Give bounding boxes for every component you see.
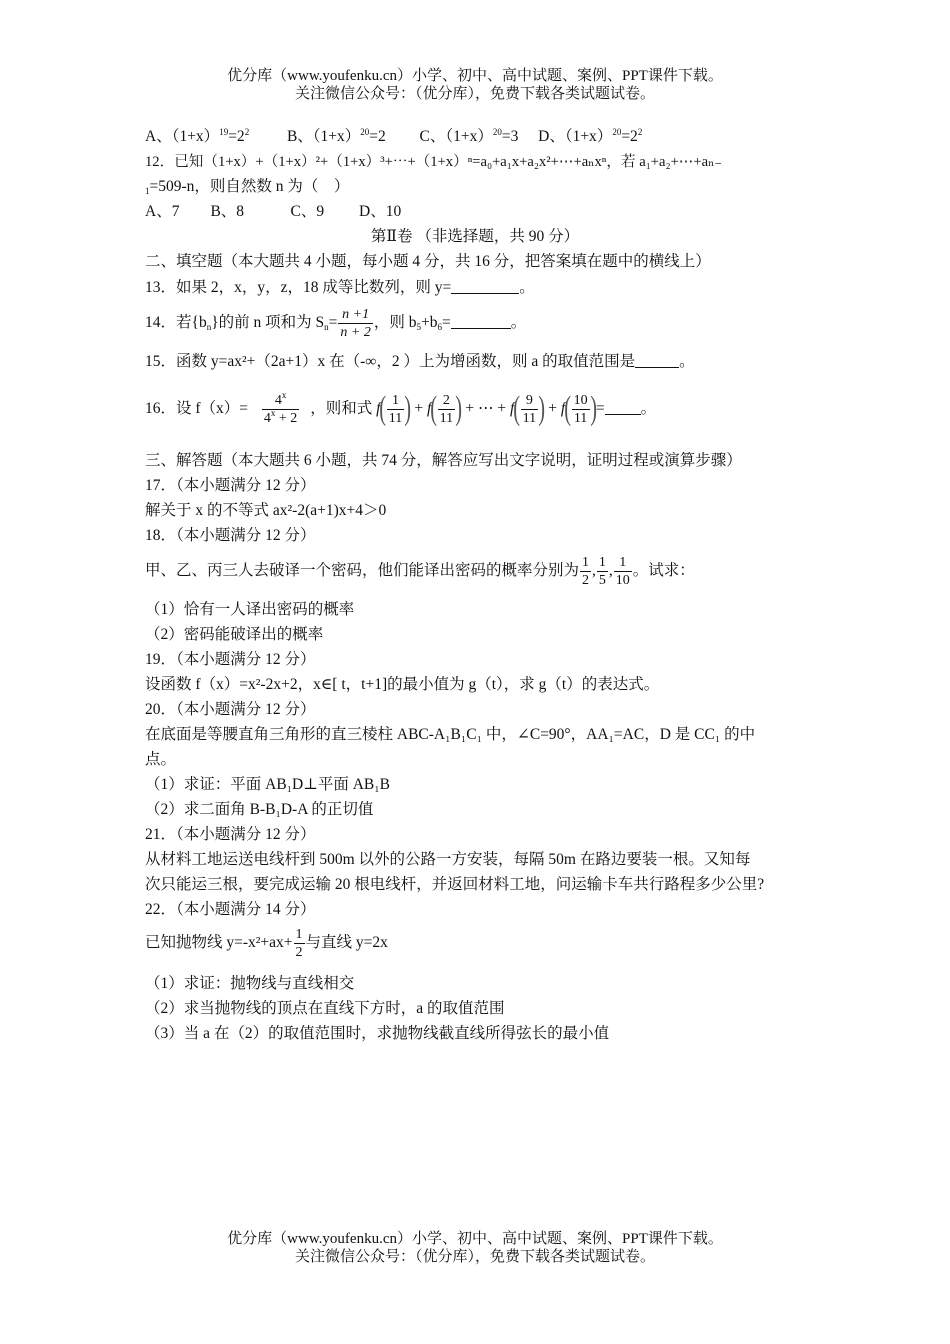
section2-title: 二、填空题（本大题共 4 小题，每小题 4 分，共 16 分，把答案填在题中的横线上） (145, 253, 711, 270)
q11-b-exp: 20 (360, 127, 370, 137)
q13-answer-blank (451, 278, 519, 294)
q18-frac-2-num: 1 (598, 554, 606, 570)
q18-frac-2-den: 5 (598, 572, 606, 588)
q16: 16．设 f（x）= $\frac{4^x}{4^x + 2}$ ，则和式 f( $\frac{1}{11}$ ) + f( $\frac{2}{11}$ ) + ⋯ + f( $\frac{9}{11}$ ) + f( $\frac{10}{11}$ )= 。 (145, 389, 657, 428)
q16-fx-den-exp: x (270, 407, 276, 418)
q19-body: 设函数 f（x）=x²-2x+2，x∈[ t，t+1]的最小值为 g（t），求 g（t）的表达式。 (145, 676, 660, 693)
q21-body-1: 从材料工地运送电线杆到 500m 以外的公路一方安装，每隔 50m 在路边要装一根。又知每 (145, 851, 751, 868)
q21-body-2: 次只能运三根，要完成运输 20 根电线杆，并返回材料工地，问运输卡车共行路程多少公里? (145, 876, 765, 893)
q16-eq: = (595, 400, 605, 417)
q16-mid: ，则和式 (310, 400, 373, 417)
q16-pre: 16．设 f（x）= (145, 400, 249, 417)
q14-sub5: 5 (416, 322, 421, 332)
q18-frac-3-den: 10 (615, 572, 630, 588)
q12-line-1: 12．已知（1+x）+（1+x）²+（1+x）³+⋯+（1+x）ⁿ=a₀+a₁x+a₂x²+⋯+aₙxⁿ，若 a₁+a₂+⋯+aₙ₋ (145, 154, 723, 170)
q18-part-1: （1）恰有一人译出密码的概率 (145, 601, 355, 618)
page-header (0, 67, 950, 103)
q18-frac-1-num: 1 (582, 554, 590, 570)
q14-eq2: = (441, 314, 451, 331)
q18-body (145, 550, 695, 592)
q15-text: 15．函数 y=ax²+（2a+1）x 在（-∞，2 ）上为增函数，则 a 的取值范围是 (145, 353, 636, 370)
q12-options: A、7 B、8 C、9 D、10 (145, 203, 402, 220)
q16-f-2: f (427, 400, 432, 417)
q22-part-2: （2）求当抛物线的顶点在直线下方时，a 的取值范围 (145, 1000, 505, 1017)
q14-plus: +b (420, 314, 438, 331)
q16-dots: + ⋯ + (465, 400, 507, 417)
q16-fx-den (262, 409, 299, 427)
q14-mid: }的前 n 项和为 S (211, 314, 325, 331)
q14-pre: 14．若{b (145, 314, 207, 331)
header-line-1: 优分库（www.youfenku.cn）小学、初中、高中试题、案例、PPT课件下载。 (227, 68, 723, 84)
q11-options (145, 127, 642, 147)
q16-rparen-3: ) (538, 390, 546, 428)
q16-term-2 (438, 392, 455, 427)
q14-answer-blank (451, 313, 511, 329)
q16-lparen-4: ( (564, 390, 572, 428)
q14-sub-n2: n (324, 322, 329, 332)
page-footer (0, 1230, 950, 1266)
q18-body-pre: 甲、乙、丙三人去破译一个密码，他们能译出密码的概率分别为 (145, 562, 580, 579)
q11-c-post: =3 (501, 128, 519, 145)
q11-c-exp: 20 (492, 127, 502, 137)
q20-title: 20．（本小题满分 12 分） (145, 701, 316, 718)
q18-comma-2: , (608, 562, 613, 579)
q16-fx-den-tail: + 2 (275, 410, 298, 426)
q22-part-1: （1）求证：抛物线与直线相交 (145, 975, 355, 992)
q16-lparen-2: ( (430, 390, 438, 428)
header-line-2: 关注微信公众号：（优分库），免费下载各类试题试卷。 (294, 86, 655, 102)
q16-term-2-den: 11 (439, 410, 454, 426)
q16-rparen-2: ) (455, 390, 463, 428)
q16-fx-num (262, 389, 299, 409)
q11-option-b: B、（1+x） (286, 128, 361, 145)
q16-term-1-den: 11 (388, 410, 403, 426)
q18-comma-1: , (592, 562, 596, 579)
q16-lparen-3: ( (513, 390, 521, 428)
q13-text: 13．如果 2，x，y，z，18 成等比数列，则 y= (145, 279, 452, 296)
q14-frac-num: n +1 (342, 306, 370, 322)
q22-frac-den: 2 (295, 944, 303, 960)
q14-frac-den: n + 2 (340, 324, 371, 340)
q14-eq: = (328, 314, 338, 331)
q11-b-post: =2 (369, 128, 386, 145)
q15: 15．函数 y=ax²+（2a+1）x 在（-∞，2 ）上为增函数，则 a 的取值范围是 。 (145, 353, 695, 370)
q18-frac-2 (597, 554, 608, 589)
q16-fx-num-exp: x (281, 389, 287, 400)
q16-term-4-num: 10 (573, 392, 588, 408)
q16-term-3 (521, 392, 538, 427)
q14-sub6: 6 (437, 322, 442, 332)
q11-d-exp2: 2 (637, 127, 643, 137)
q11-a-exp: 19 (219, 127, 229, 137)
q20-part-2: （2）求二面角 B-B₁D-A 的正切值 (145, 801, 374, 818)
q16-term-1 (387, 392, 404, 427)
q16-answer-blank (605, 399, 641, 415)
q16-term-4-den: 11 (572, 409, 590, 427)
q18-frac-1 (580, 554, 591, 589)
q11-d-post: =2 (621, 128, 638, 145)
q18-body-post: 。试求： (632, 562, 695, 579)
q22-part-3: （3）当 a 在（2）的取值范围时，求抛物线截直线所得弦长的最小值 (145, 1025, 610, 1042)
q18-part-2: （2）密码能破译出的概率 (145, 626, 324, 643)
q11-option-d: D、（1+x） (538, 128, 613, 145)
q20-part-1: （1）求证：平面 AB₁D⊥平面 AB₁B (145, 776, 390, 793)
q18-frac-1-den: 2 (582, 572, 590, 588)
q11-a-exp2: 2 (244, 127, 250, 137)
q12-line-2 (145, 177, 349, 197)
q22-body-pre: 已知抛物线 y=-x²+ax+ (145, 934, 293, 951)
q18-frac-3-num: 1 (619, 554, 627, 570)
q16-fx-num-base: 4 (274, 392, 282, 408)
q17-title: 17．（本小题满分 12 分） (145, 477, 316, 494)
q20-body-2: 点。 (145, 751, 177, 768)
q16-fx-fraction (262, 389, 299, 427)
q15-answer-blank (635, 352, 679, 368)
q22-title: 22．（本小题满分 14 分） (145, 901, 316, 918)
q14-post: ，则 b (373, 314, 417, 331)
q17-body: 解关于 x 的不等式 ax²-2(a+1)x+4＞0 (145, 502, 387, 519)
q18-title: 18．（本小题满分 12 分） (145, 527, 316, 544)
q16-rparen-1: ) (404, 390, 412, 428)
q16-f-1: f (376, 400, 381, 417)
q16-term-3-den: 11 (522, 410, 537, 426)
q20-body-1: 在底面是等腰直角三角形的直三棱柱 ABC-A₁B₁C₁ 中，∠C=90°，AA₁=AC，D 是 CC₁ 的中 (145, 726, 756, 743)
q16-rparen-4: ) (589, 390, 597, 428)
q12-sub: 1 (145, 186, 150, 196)
q19-title: 19．（本小题满分 12 分） (145, 651, 316, 668)
q22-fraction (294, 926, 305, 961)
q14-fraction (338, 306, 372, 341)
footer-line-1: 优分库（www.youfenku.cn）小学、初中、高中试题、案例、PPT课件下载。 (227, 1231, 723, 1247)
q16-f-4: f (560, 400, 566, 417)
q16-term-1-num: 1 (391, 392, 399, 408)
q13: 13．如果 2，x，y，z，18 成等比数列，则 y= 。 (145, 279, 535, 296)
q14: 14．若$\{b_n\}$的前 n 项和为 $S_n=$ $\frac{n +1}{n + 2}$ ，则 $b_5+b_6=$ 。 (145, 306, 527, 340)
q18-frac-3 (614, 554, 632, 589)
q16-plus-2: + (548, 400, 558, 417)
q16-plus-1: + (414, 400, 424, 417)
q11-a-post: =2 (228, 128, 245, 145)
q14-sub-n: n (206, 322, 212, 332)
q16-term-2-num: 2 (442, 392, 450, 408)
q11-d-exp: 20 (612, 127, 622, 137)
q16-lparen-1: ( (379, 390, 387, 428)
q16-fx-den-base: 4 (263, 410, 271, 426)
q16-term-3-num: 9 (525, 392, 533, 408)
q22-body (145, 922, 388, 964)
q16-f-3: f (509, 400, 515, 417)
q12-line-2-text: =509-n，则自然数 n 为（ ） (149, 178, 350, 195)
q21-title: 21．（本小题满分 12 分） (145, 826, 316, 843)
part2-title: 第Ⅱ卷 （非选择题，共 90 分） (370, 228, 580, 245)
footer-line-2: 关注微信公众号：（优分库），免费下载各类试题试卷。 (294, 1249, 655, 1265)
section3-title: 三、解答题（本大题共 6 小题，共 74 分，解答应写出文字说明，证明过程或演算步骤） (145, 452, 742, 469)
q11-option-a: A、（1+x） (145, 128, 220, 145)
q22-frac-num: 1 (295, 926, 303, 942)
q11-option-c: C、（1+x） (419, 128, 493, 145)
q16-term-4 (572, 392, 590, 427)
q22-body-post: 与直线 y=2x (305, 934, 388, 951)
